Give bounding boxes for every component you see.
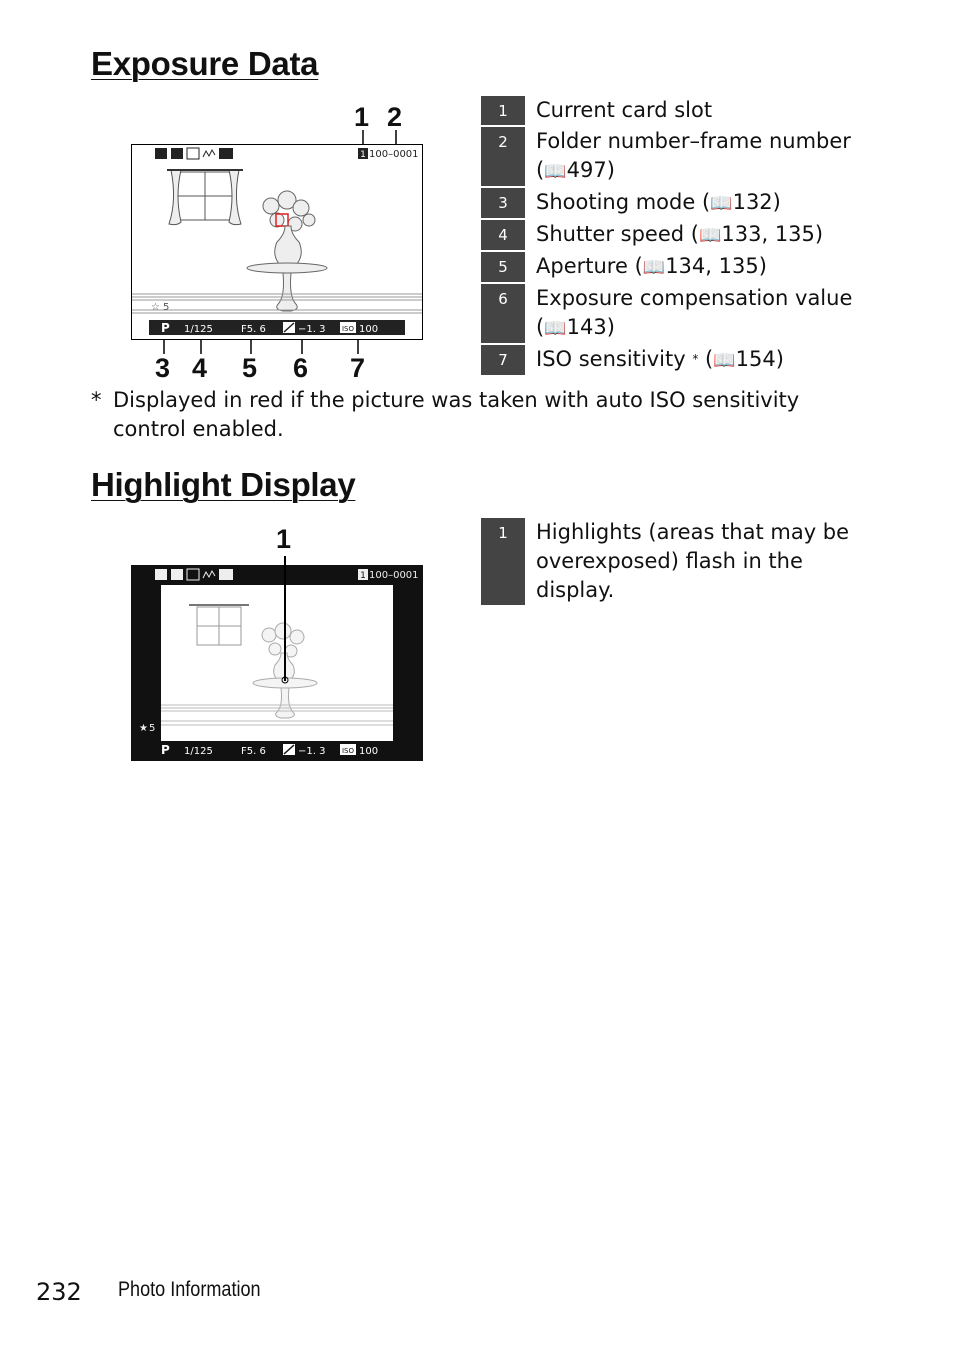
row-description: Aperture (📖134, 135) xyxy=(525,251,861,283)
table-row xyxy=(481,187,861,219)
row-description: Shutter speed (📖133, 135) xyxy=(525,219,861,251)
footnote-marker: * xyxy=(692,352,699,366)
iso-label: ISO xyxy=(341,747,355,755)
aperture: F5. 6 xyxy=(241,746,266,757)
section-title: Photo Information xyxy=(118,1278,261,1301)
row-number: 1 xyxy=(481,518,525,606)
callout-3: 3 xyxy=(155,353,171,383)
svg-text:1: 1 xyxy=(360,571,366,581)
page-reference[interactable]: 133, 135 xyxy=(721,222,815,246)
card-slot-icon xyxy=(358,569,368,581)
row-number: 5 xyxy=(481,251,525,283)
row-number: 3 xyxy=(481,187,525,219)
callout-7: 7 xyxy=(350,353,366,383)
row-description: Current card slot xyxy=(525,96,861,126)
book-icon: 📖 xyxy=(544,161,567,182)
footnote xyxy=(91,386,851,444)
row-number: 2 xyxy=(481,126,525,187)
callout-2: 2 xyxy=(387,102,403,132)
shutter-speed: 1/125 xyxy=(184,746,213,757)
table-row xyxy=(481,219,861,251)
shooting-mode: P xyxy=(161,321,170,335)
rating-value: 5 xyxy=(163,302,170,313)
callout-4: 4 xyxy=(192,353,208,383)
page-number: 232 xyxy=(36,1278,82,1306)
callout-6: 6 xyxy=(293,353,309,383)
table-row xyxy=(481,251,861,283)
folder-frame-number: 100–0001 xyxy=(369,570,419,581)
book-icon: 📖 xyxy=(698,225,722,246)
row-description: ISO sensitivity * (📖154) xyxy=(525,344,861,376)
shutter-speed: 1/125 xyxy=(184,324,213,335)
row-number: 7 xyxy=(481,344,525,376)
exposure-compensation-value: −1. 3 xyxy=(298,746,326,757)
footnote-text: Displayed in red if the picture was taken with auto ISO sensitivity control enabled. xyxy=(113,388,800,441)
table-row xyxy=(481,283,861,344)
aperture: F5. 6 xyxy=(241,324,266,335)
rating-star-icon: ★ xyxy=(139,723,148,734)
table-row xyxy=(481,126,861,187)
footnote-asterisk: * xyxy=(91,388,102,412)
table-row xyxy=(481,96,861,126)
row-description: Folder number–frame number (📖497) xyxy=(525,126,861,187)
row-number: 4 xyxy=(481,219,525,251)
card-slot-icon xyxy=(358,148,368,160)
window-illustration xyxy=(167,170,243,225)
callout-5: 5 xyxy=(242,353,258,383)
book-icon: 📖 xyxy=(713,350,736,371)
row-description: Exposure compensation value (📖143) xyxy=(525,283,861,344)
table-row xyxy=(481,344,861,376)
highlight-leader-line xyxy=(280,556,290,686)
book-icon: 📖 xyxy=(544,318,567,339)
table-row xyxy=(481,518,861,606)
row-number: 1 xyxy=(481,96,525,126)
iso-value: 100 xyxy=(359,324,379,335)
highlight-monitor xyxy=(131,565,423,761)
exposure-data-heading: Exposure Data xyxy=(91,45,319,82)
shooting-mode: P xyxy=(161,743,170,757)
folder-frame-number: 100–0001 xyxy=(369,149,419,160)
callout-1: 1 xyxy=(354,102,370,132)
page-reference[interactable]: 134, 135 xyxy=(665,254,759,278)
rating-value: 5 xyxy=(149,723,156,734)
book-icon: 📖 xyxy=(710,193,733,214)
highlight-display-heading: Highlight Display xyxy=(91,466,356,503)
highlight-table xyxy=(481,518,861,607)
page-reference[interactable]: 132 xyxy=(732,190,773,214)
highlight-callout-1: 1 xyxy=(276,524,292,554)
svg-text:1: 1 xyxy=(360,150,366,160)
exposure-data-table xyxy=(481,96,861,377)
exposure-monitor xyxy=(131,144,423,340)
iso-value: 100 xyxy=(359,746,379,757)
page-reference[interactable]: 143 xyxy=(566,315,607,339)
row-description: Highlights (areas that may be overexposed) flash in the display. xyxy=(525,518,861,606)
book-icon: 📖 xyxy=(642,257,666,278)
rating-star-icon: ☆ xyxy=(151,302,160,313)
iso-label: ISO xyxy=(341,325,355,333)
row-number: 6 xyxy=(481,283,525,344)
page-reference[interactable]: 497 xyxy=(566,158,607,182)
page-reference[interactable]: 154 xyxy=(735,347,776,371)
exposure-compensation-value: −1. 3 xyxy=(298,324,326,335)
row-description: Shooting mode (📖132) xyxy=(525,187,861,219)
